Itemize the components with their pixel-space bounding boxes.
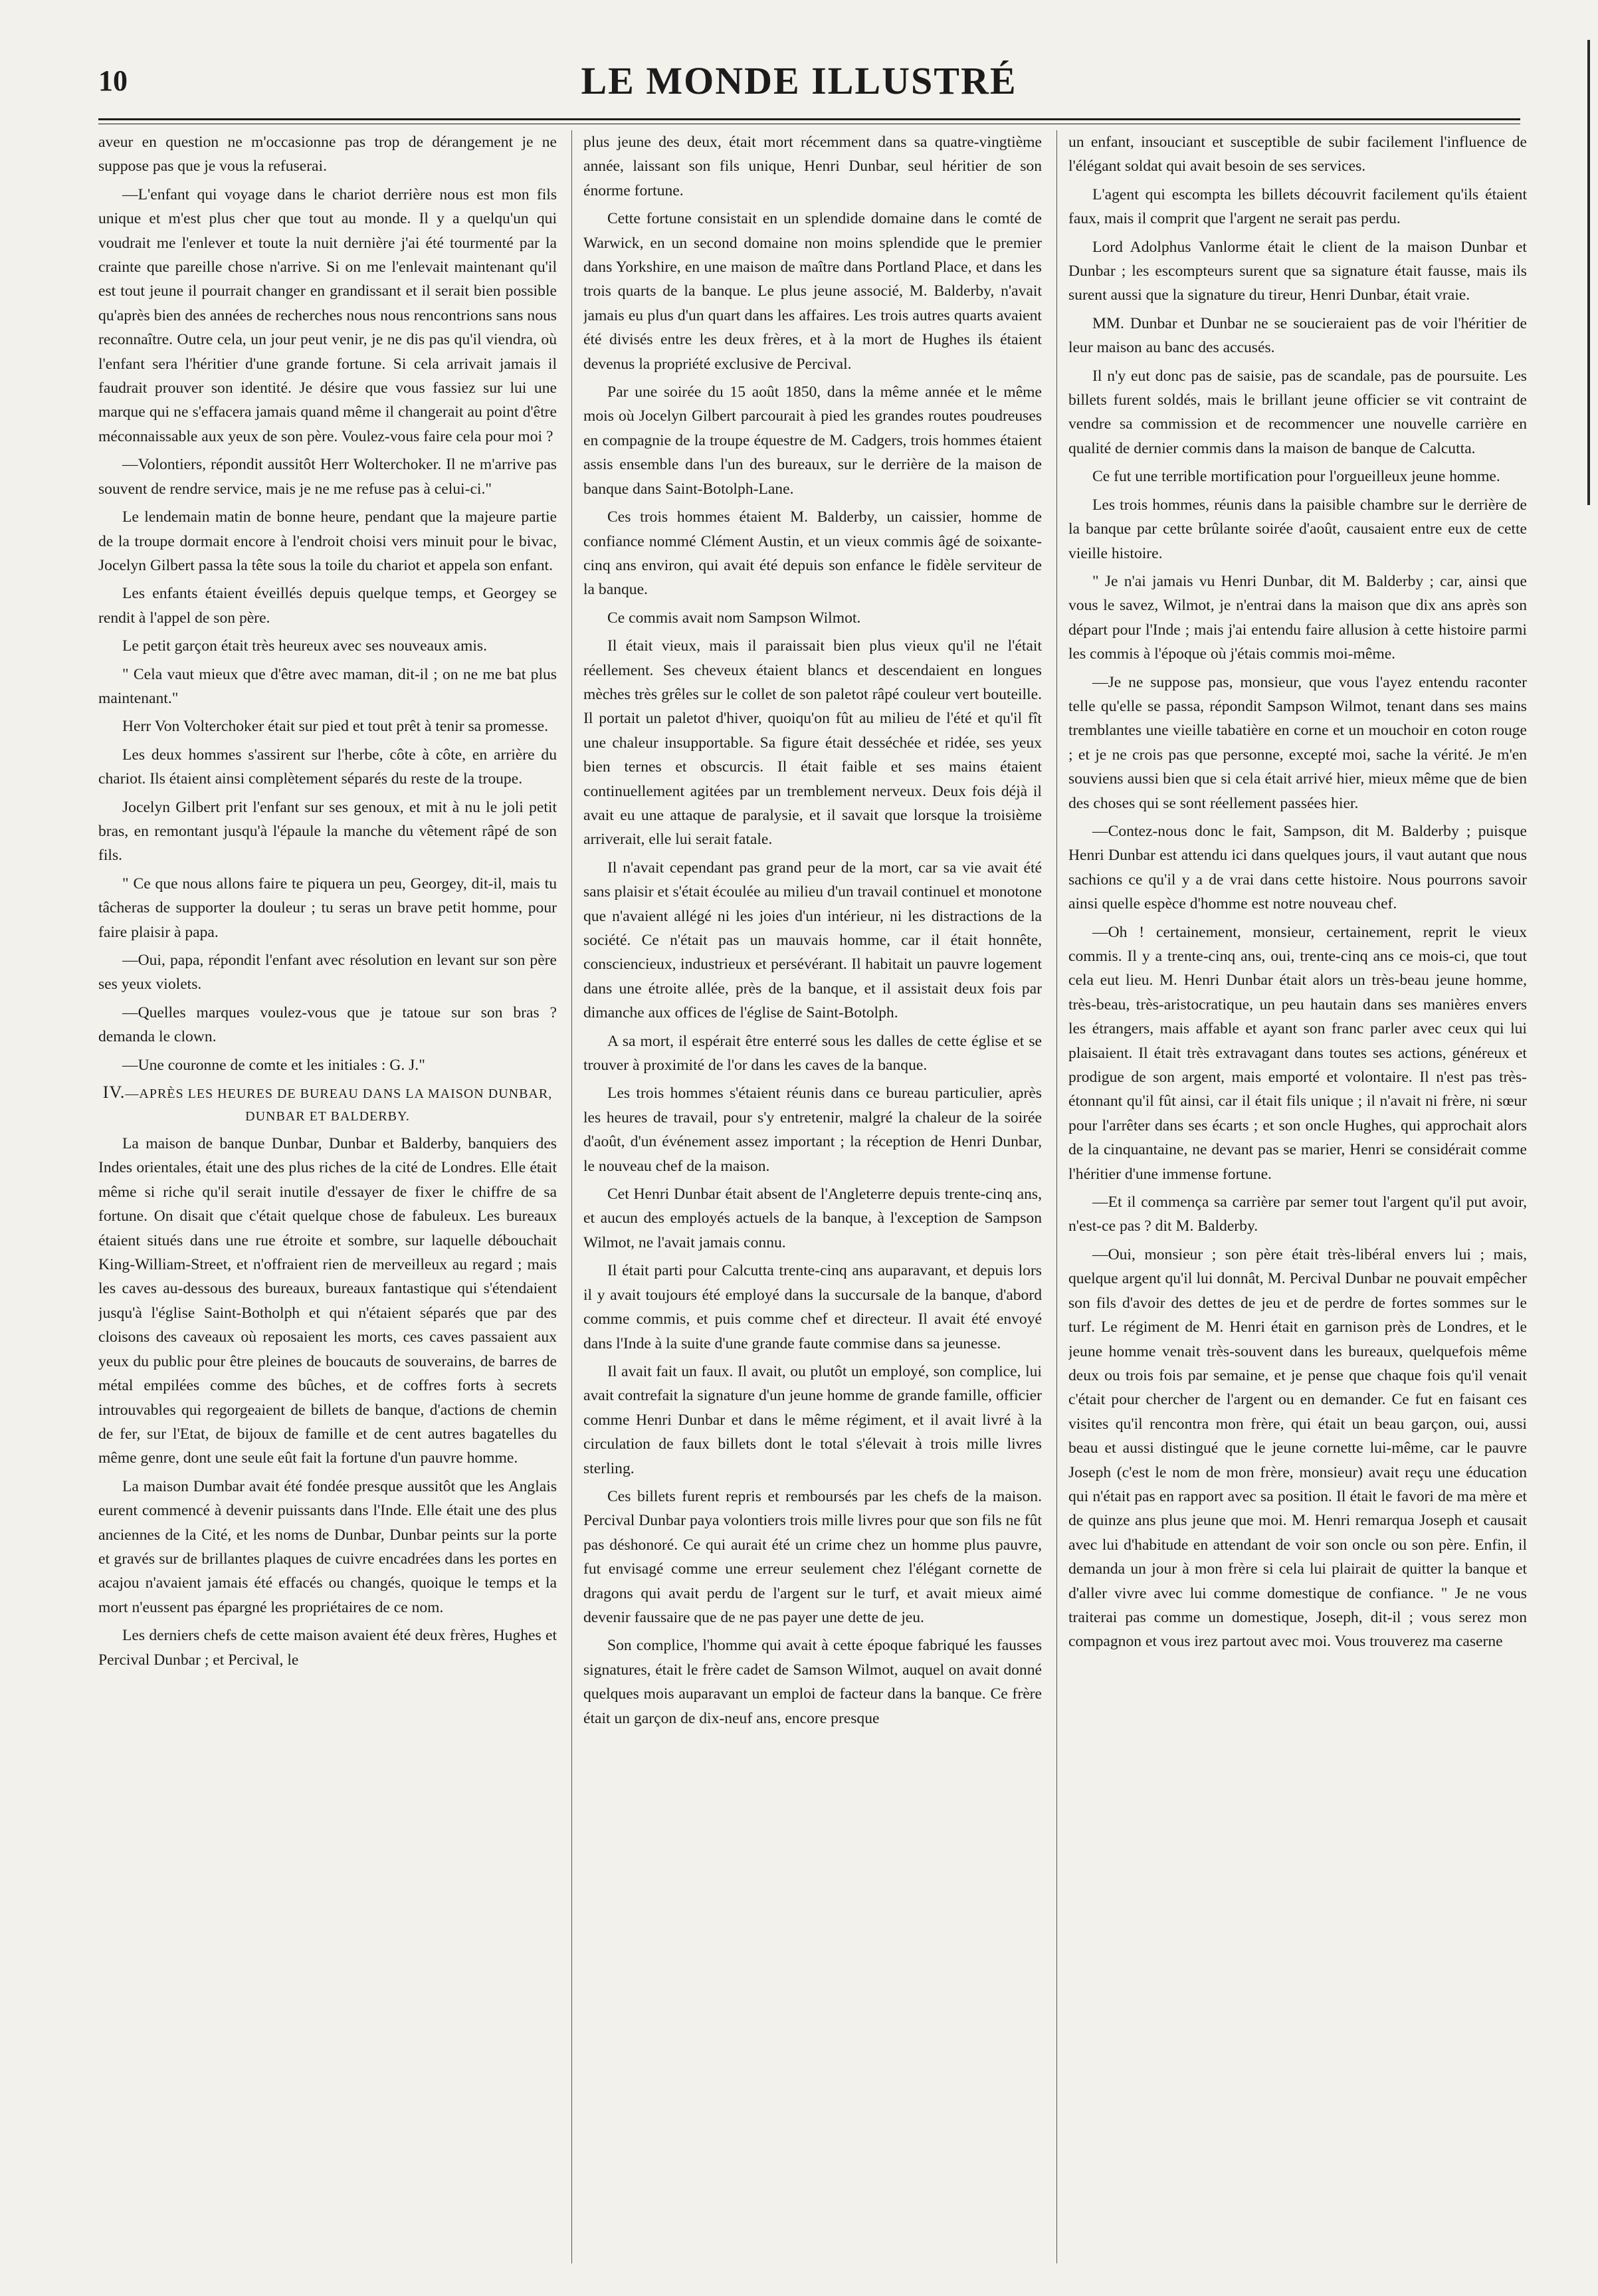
paragraph: aveur en question ne m'occasionne pas trop de dérangement je ne suppose pas que je vous la refuserai. <box>98 134 557 175</box>
paragraph: Les enfants étaient éveillés depuis quelque temps, et Georgey se rendit à l'appel de son père. <box>98 585 557 627</box>
paragraph: La maison Dumbar avait été fondée presque aussitôt que les Anglais eurent commencé à devenir puissants dans l'Inde. Elle était une des plus anciennes de la Cité, et les noms de Dunbar, Dunbar peints sur la porte et gravés sur de brillantes plaques de cuivre encadrées dans les portes en acajou n'avaient jamais été effacés ou changés, quoique le temps et la mort n'eussent pas épargné les propriétaires de ce nom. <box>98 1477 557 1616</box>
paragraph: Le petit garçon était très heureux avec ses nouveaux amis. <box>122 637 487 655</box>
column-middle <box>583 130 1042 2263</box>
paragraph: MM. Dunbar et Dunbar ne se soucieraient pas de voir l'héritier de leur maison au banc des accusés. <box>1068 314 1527 357</box>
masthead-title: LE MONDE ILLUSTRÉ <box>581 59 1017 102</box>
paragraph: " Cela vaut mieux que d'être avec maman, dit-il ; on ne me bat plus maintenant." <box>98 665 557 707</box>
paragraph: Il avait fait un faux. Il avait, ou plutôt un employé, son complice, lui avait contrefait la signature d'un jeune homme de grande famille, officier comme Henri Dunbar et dans le même régiment, et il avait livré à la circulation de faux billets dont le total s'élevait à trois mille livres sterling. <box>583 1362 1042 1477</box>
paragraph: —Oui, papa, répondit l'enfant avec résolution en levant sur son père ses yeux violets. <box>98 952 557 993</box>
paragraph: Jocelyn Gilbert prit l'enfant sur ses genoux, et mit à nu le joli petit bras, en remontant jusqu'à l'épaule la manche du vêtement râpé de son fils. <box>98 798 557 865</box>
section-number: IV. <box>102 1083 126 1102</box>
section-heading <box>98 1081 557 1128</box>
paragraph: Ce commis avait nom Sampson Wilmot. <box>607 609 861 627</box>
paragraph: Les deux hommes s'assirent sur l'herbe, côte à côte, en arrière du chariot. Ils étaient ainsi complètement séparés du reste de la troupe. <box>98 746 557 788</box>
column-divider <box>1056 130 1057 2263</box>
paragraph: Ces trois hommes étaient M. Balderby, un caissier, homme de confiance nommé Clément Austin, et un vieux commis âgé de soixante-cinq ans environ, qui avait été depuis son enfance le fidèle serviteur de la banque. <box>583 508 1042 599</box>
paragraph: Les derniers chefs de cette maison avaient été deux frères, Hughes et Percival Dunbar ; et Percival, le <box>98 1627 557 1669</box>
paragraph: Ce fut une terrible mortification pour l'orgueilleux jeune homme. <box>1092 468 1500 486</box>
paragraph: un enfant, insouciant et susceptible de subir facilement l'influence de l'élégant soldat qui avait besoin de ses services. <box>1068 134 1527 175</box>
paragraph: Son complice, l'homme qui avait à cette époque fabriqué les fausses signatures, était le frère cadet de Samson Wilmot, auquel on avait donné quelques mois auparavant un emploi de facteur dans la banque. Ce frère était un garçon de dix-neuf ans, encore presque <box>583 1637 1042 1727</box>
page-number: 10 <box>98 64 128 97</box>
paragraph: Il n'y eut donc pas de saisie, pas de scandale, pas de poursuite. Les billets furent soldés, mais le brillant jeune officier se vit contraint de vendre sa commission et de recommencer une nouvelle carrière en qualité de dernier commis dans la maison de banque de Calcutta. <box>1068 367 1527 457</box>
paragraph: plus jeune des deux, était mort récemment dans sa quatre-vingtième année, laissant son fils unique, Henri Dunbar, seul héritier de son énorme fortune. <box>583 134 1042 199</box>
paragraph: L'agent qui escompta les billets découvrit facilement qu'ils étaient faux, mais il comprit que l'argent ne serait pas perdu. <box>1068 185 1527 228</box>
paragraph: Lord Adolphus Vanlorme était le client de la maison Dunbar et Dunbar ; les escompteurs surent que sa signature était fausse, mais ils surent aussi que la signature du tireur, Henri Dunbar, était vraie. <box>1068 238 1527 304</box>
paragraph: La maison de banque Dunbar, Dunbar et Balderby, banquiers des Indes orientales, était une des plus riches de la cité de Londres. Elle était même si riche qu'il serait inutile d'essayer de fixer le chiffre de sa fortune. On disait que c'était quelque chose de fabuleux. Les bureaux étaient situés dans une rue étroite et sombre, sur laquelle débouchait King-William-Street, et n'offraient rien de merveilleux au regard ; mais les caves au-dessous des bureaux, bureaux fantastique qui s'étendaient jusqu'à l'église Saint-Botholph et qui n'étaient séparés que par des cloisons des caveaux où reposaient les morts, ces caves passaient aux yeux du public pour être pleines de boucauts de souverains, de barres de métal empilées comme des bûches, et de coffres forts à secrets introuvables qui regorgeaient de billets de banque, d'actions de chemin de fer, sur l'Etat, de bijoux de famille et de cent autres bagatelles du même genre, dont une seule eût fait la fortune d'un pauvre homme. <box>98 1135 557 1467</box>
paragraph: Cette fortune consistait en un splendide domaine dans le comté de Warwick, en un second domaine non moins splendide que le premier dans Yorkshire, en une maison de maître dans Portland Place, et dans les trois quarts de la banque. Le plus jeune associé, M. Balderby, n'avait jamais eu plus d'un quart dans les affaires. Les trois autres quarts avaient été divisés entre les deux frères, et à la mort de Hughes ils étaient devenus la propriété exclusive de Percival. <box>583 210 1042 373</box>
section-title: —APRÈS LES HEURES DE BUREAU DANS LA MAISON DUNBAR, DUNBAR ET BALDERBY. <box>125 1087 553 1124</box>
paragraph: Par une soirée du 15 août 1850, dans la même année et le même mois où Jocelyn Gilbert parcourait à pied les grandes routes poudreuses en compagnie de la troupe équestre de M. Cadgers, trois hommes étaient assis ensemble dans l'un des bureaux, sur le derrière de la maison de banque dans Saint-Botolph-Lane. <box>583 383 1042 498</box>
paragraph: —Quelles marques voulez-vous que je tatoue sur son bras ? demanda le clown. <box>98 1003 557 1046</box>
paragraph: —Volontiers, répondit aussitôt Herr Wolterchoker. Il ne m'arrive pas souvent de rendre service, mais je ne me refuse pas à celui-ci." <box>98 456 557 498</box>
paragraph: Il était parti pour Calcutta trente-cinq ans auparavant, et depuis lors il y avait toujours été employé dans la succursale de la banque, d'abord comme commis, et puis comme chef et directeur. Il avait été envoyé dans l'Inde à la suite d'une grande faute commise dans sa jeunesse. <box>583 1262 1042 1352</box>
column-right <box>1068 130 1527 2263</box>
paragraph: Il n'avait cependant pas grand peur de la mort, car sa vie avait été sans plaisir et s'était écoulée au milieu d'un travail continuel et monotone que n'avaient allégé ni les joies d'un intérieur, ni les distractions de la société. Ce n'était pas un mauvais homme, car il était honnête, consciencieux, industrieux et persévérant. Il habitait un pauvre logement dans une étroite allée, près de la banque, et il assistait deux fois par dimanche aux offices de l'église de Saint-Botolph. <box>583 859 1042 1022</box>
paragraph: " Je n'ai jamais vu Henri Dunbar, dit M. Balderby ; car, ainsi que vous le savez, Wilmot, je n'entrai dans la maison que dix ans après son départ pour l'Inde ; mais j'ai entendu faire allusion à cette histoire parmi les commis à l'époque où j'étais commis moi-même. <box>1068 572 1527 663</box>
paragraph: Ces billets furent repris et remboursés par les chefs de la maison. Percival Dunbar paya volontiers trois mille livres pour que son fils ne fût pas déshonoré. Ce qui aurait été un crime chez un homme plus pauvre, fut envisagé comme une erreur seulement chez l'élégant cornette de dragons qui avait perdu de l'argent sur le turf, et avait mieux aimé devenir faussaire que de ne pas payer une dette de jeu. <box>583 1487 1042 1626</box>
paragraph: —Oh ! certainement, monsieur, certainement, reprit le vieux commis. Il y a trente-cinq ans, oui, trente-cinq ans ce mois-ci, que tout cela eut lieu. M. Henri Dunbar était alors un très-beau jeune homme, très-beau, très-aristocratique, un peu hautain dans ses manières envers les étrangers, mais affable et ayant son franc parler avec ceux qui lui plaisaient. Il était très extravagant dans toutes ses actions, généreux et prodigue de son argent, mais emporté et volontaire. Il n'est pas très-étonnant qu'il fût ainsi, car il était fils unique ; il n'avait ni frère, ni sœur pour l'arrêter dans ses écarts ; et son oncle Hughes, qui approchait alors de la cinquantaine, ne devant pas se marier, Henri se considérait comme l'héritier d'une immense fortune. <box>1068 923 1527 1183</box>
paragraph: —L'enfant qui voyage dans le chariot derrière nous est mon fils unique et m'est plus cher que tout au monde. Il y a quelqu'un qui voudrait me l'enlever et toute la nuit dernière j'ai été tourmenté par la crainte que pareille chose n'arrive. Si on me l'enlevait maintenant qu'il est tout jeune il pourrait changer en grandissant et il serait bien possible qu'après bien des années de recherches nous nous rencontrions sans nous reconnaître. Outre cela, un jour peut venir, je ne dis pas qu'il viendra, où l'enfant sera l'héritier d'une grande fortune. Si cela arrivait jamais il faudrait prouver son identité. Je désire que vous fassiez sur lui une marque qui ne s'effacera jamais quand même il changerait au point d'être méconnaissable aux yeux de son père. Voulez-vous faire cela pour moi ? <box>98 185 557 445</box>
paragraph: A sa mort, il espérait être enterré sous les dalles de cette église et se trouver à proximité de l'or dans les caves de la banque. <box>583 1032 1042 1075</box>
column-divider <box>571 130 572 2263</box>
paragraph: —Je ne suppose pas, monsieur, que vous l'ayez entendu raconter telle qu'elle se passa, répondit Sampson Wilmot, tenant dans ses mains tremblantes une vieille tabatière en corne et un mouchoir en coton rouge ; et je ne crois pas que personne, excepté moi, sache la vérité. Je m'en souviens aussi bien que si cela était arrivé hier, mieux même que de bien des choses qui se sont réellement passées hier. <box>1068 673 1527 812</box>
paragraph: Les trois hommes s'étaient réunis dans ce bureau particulier, après les heures de travail, pour s'y entretenir, malgré la chaleur de la soirée d'août, d'un événement assez important ; la réception de Henri Dunbar, le nouveau chef de la maison. <box>583 1085 1042 1175</box>
paragraph: Cet Henri Dunbar était absent de l'Angleterre depuis trente-cinq ans, et aucun des employés actuels de la banque, à l'exception de Sampson Wilmot, ne l'avait jamais connu. <box>583 1186 1042 1251</box>
paragraph: —Contez-nous donc le fait, Sampson, dit M. Balderby ; puisque Henri Dunbar est attendu ici dans quelques jours, il vaut autant que nous sachions ce qu'il y a de vrai dans cette histoire. Nous pourrons savoir ainsi quelle espèce d'homme est notre nouveau chef. <box>1068 822 1527 913</box>
header-rule <box>98 118 1520 120</box>
paragraph: " Ce que nous allons faire te piquera un peu, Georgey, dit-il, mais tu tâcheras de supporter la douleur ; tu seras un brave petit homme, pour faire plaisir à papa. <box>98 875 557 941</box>
page-edge-mark <box>1587 40 1590 505</box>
paragraph: Herr Von Volterchoker était sur pied et tout prêt à tenir sa promesse. <box>122 718 549 736</box>
paragraph: Les trois hommes, réunis dans la paisible chambre sur le derrière de la banque par cette brûlante soirée d'août, causaient entre eux de cette vieille histoire. <box>1068 496 1527 562</box>
paragraph: —Une couronne de comte et les initiales : G. J." <box>122 1056 425 1074</box>
paragraph: Il était vieux, mais il paraissait bien plus vieux qu'il ne l'était réellement. Ses cheveux étaient blancs et descendaient en longues mèches très grêles sur le collet de son paletot râpé couleur vert bouteille. Il portait un paletot d'hiver, quoiqu'on fût au milieu de l'été et qu'il fît une chaleur insupportable. Sa figure était desséchée et ridée, ses yeux bien ternes et obscurcis. Il était faible et ses mains étaient continuellement agitées par un tremblement nerveux. Deux fois déjà il avait eu une attaque de paralysie, et il savait que lorsque la troisième arriverait, elle lui serait fatale. <box>583 637 1042 849</box>
paragraph: —Et il commença sa carrière par semer tout l'argent qu'il put avoir, n'est-ce pas ? dit M. Balderby. <box>1068 1194 1527 1235</box>
column-left <box>98 130 557 2263</box>
paragraph: —Oui, monsieur ; son père était très-libéral envers lui ; mais, quelque argent qu'il lui donnât, M. Percival Dunbar ne pouvait empêcher son fils d'avoir des dettes de jeu et de perdre de fortes sommes sur le turf. Le régiment de M. Henri était en garnison près de Londres, et le jeune homme venait très-souvent dans les bureaux, quelquefois même deux ou trois fois par semaine, et je pense que chaque fois qu'il venait c'était pour chercher de l'argent ou en demander. Ce fut en faisant ces visites qu'il rencontra mon frère, qui était un beau garçon, oui, aussi beau et aussi distingué que le jeune cornette lui-même, car le pauvre Joseph (c'est le nom de mon frère, monsieur) avait reçu une éducation qui n'était pas en rapport avec sa position. Il était le favori de ma mère et de quinze ans plus jeune que moi. M. Henri remarqua Joseph et causait avec lui d'habitude en attendant de voir son oncle ou son père. Enfin, il demanda un jour à mon frère si cela lui plairait de quitter la banque et d'aller vivre avec lui comme domestique de confiance. " Je ne vous traiterai pas comme un domestique, Joseph, dit-il ; vous serez mon compagnon et vous irez partout avec moi. Vous trouverez ma caserne <box>1068 1245 1527 1651</box>
paragraph: Le lendemain matin de bonne heure, pendant que la majeure partie de la troupe dormait encore à l'endroit choisi vers minuit pour le bivac, Jocelyn Gilbert passa la tête sous la toile du chariot et appela son enfant. <box>98 508 557 574</box>
